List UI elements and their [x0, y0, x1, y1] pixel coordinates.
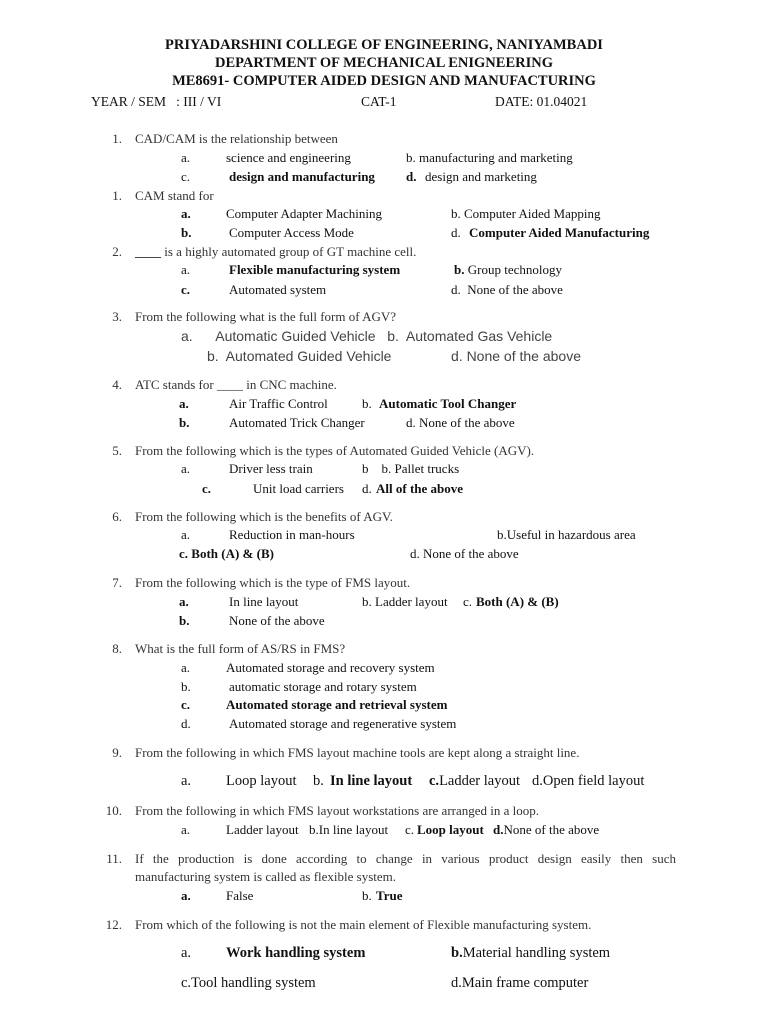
option-label: a. — [181, 945, 192, 961]
option-label: b. — [181, 679, 191, 694]
option-label: b. — [454, 262, 465, 277]
option-c: Unit load carriers — [253, 481, 344, 496]
option-label: c. — [463, 594, 473, 609]
option-label: c. — [429, 773, 440, 789]
question-text: From the following which is the types of Automated Guided Vehicle (AGV). — [135, 443, 535, 458]
option-a: Air Traffic Control — [229, 396, 328, 411]
question-text: From the following in which FMS layout machine tools are kept along a straight line. — [135, 745, 580, 760]
question-text: If the production is done according to change in various product design easily then such — [135, 851, 676, 866]
option-b: b.In line layout — [309, 822, 389, 837]
option-d: d. None of the above — [410, 546, 519, 561]
option-label: a. — [181, 150, 191, 165]
option-d: design and marketing — [425, 169, 537, 184]
question-number: 9. — [112, 745, 122, 760]
option-label: b. — [179, 613, 190, 628]
question-text: What is the full form of AS/RS in FMS? — [135, 641, 346, 656]
question-text — [135, 244, 416, 260]
question-text: From the following which is the benefits of AGV. — [135, 509, 393, 524]
question-number: 8. — [112, 641, 122, 656]
question-number: 3. — [112, 309, 122, 324]
option-d — [493, 822, 599, 838]
option-label: d. — [451, 225, 461, 240]
option-c-correct: Loop layout — [417, 822, 484, 837]
option-a-correct: Work handling system — [226, 945, 366, 961]
option-a: Driver less train — [229, 461, 313, 476]
option-b-correct: Automatic Tool Changer — [379, 396, 517, 411]
option-label: c. — [181, 169, 191, 184]
option-d: d.Open field layout — [532, 773, 645, 789]
option-b — [451, 945, 610, 962]
test-name: CAT-1 — [361, 94, 397, 109]
option-d: d. None of the above — [406, 415, 515, 430]
option-c: Automated system — [229, 282, 327, 297]
option-label: c. — [181, 282, 191, 297]
option-c-correct: c. Both (A) & (B) — [179, 546, 274, 561]
option-b: b. Computer Aided Mapping — [451, 206, 601, 221]
option-label: a. — [181, 461, 191, 476]
option-a-b: a. Automatic Guided Vehicle b. Automated Gas Vehicle — [181, 328, 553, 344]
question-text: From which of the following is not the main element of Flexible manufacturing system. — [135, 917, 592, 932]
option-b-correct: In line layout — [330, 773, 413, 789]
option-d-text: None of the above — [503, 822, 600, 837]
option-label: c. — [181, 697, 191, 712]
option-label: c. — [405, 822, 415, 837]
blank: ____ — [135, 244, 161, 259]
option-c-text: Ladder layout — [439, 773, 520, 789]
question-number: 11. — [106, 851, 122, 866]
option-c: Computer Access Mode — [229, 225, 354, 240]
option-b — [454, 262, 562, 278]
option-a: Computer Adapter Machining — [226, 206, 382, 221]
option-label: a. — [181, 888, 191, 903]
question-text-rest: is a highly automated group of GT machine cell. — [161, 244, 417, 259]
question-text: CAM stand for — [135, 188, 214, 203]
option-c — [429, 773, 520, 790]
option-b: automatic storage and rotary system — [229, 679, 417, 694]
option-a: Loop layout — [226, 773, 297, 789]
option-b: b. manufacturing and marketing — [406, 150, 573, 165]
option-label: b. — [451, 945, 463, 961]
option-label: b. — [313, 773, 324, 789]
question-text: CAD/CAM is the relationship between — [135, 131, 338, 146]
question-text: From the following in which FMS layout workstations are arranged in a loop. — [135, 803, 540, 818]
question-text: From the following which is the type of FMS layout. — [135, 575, 411, 590]
question-text: ATC stands for ____ in CNC machine. — [135, 377, 337, 392]
option-label: d. — [493, 822, 504, 837]
option-a: In line layout — [229, 594, 299, 609]
question-number: 2. — [112, 244, 122, 259]
option-label: b. — [179, 415, 190, 430]
option-d: d. None of the above — [451, 348, 581, 364]
option-c-correct: Both (A) & (B) — [476, 594, 559, 609]
question-number: 5. — [112, 443, 122, 458]
question-text-continued: manufacturing system is called as flexible system. — [135, 869, 397, 884]
option-b: b.Useful in hazardous area — [497, 527, 636, 542]
option-d: Automated storage and regenerative system — [229, 716, 457, 731]
question-number: 4. — [112, 377, 122, 392]
question-number: 10. — [105, 803, 122, 818]
option-label: b. — [362, 888, 372, 903]
exam-date: DATE: 01.04021 — [495, 94, 588, 109]
option-b: b b. Pallet trucks — [362, 461, 460, 476]
question-text: From the following what is the full form of AGV? — [135, 309, 397, 324]
option-d: d.Main frame computer — [451, 975, 589, 991]
option-d-correct: Computer Aided Manufacturing — [469, 225, 650, 240]
option-d: d. None of the above — [451, 282, 563, 297]
option-label: d. — [406, 169, 417, 184]
option-label: a. — [181, 773, 192, 789]
option-b-correct: True — [376, 888, 403, 903]
option-a: Automated storage and recovery system — [226, 660, 435, 675]
option-b-text: Group technology — [464, 262, 562, 277]
option-label: a. — [181, 527, 191, 542]
option-b: b. Ladder layout — [362, 594, 448, 609]
option-c: c.Tool handling system — [181, 975, 316, 991]
option-c-correct: design and manufacturing — [229, 169, 375, 184]
option-label: d. — [362, 481, 372, 496]
option-c: b. Automated Guided Vehicle — [207, 348, 392, 364]
option-a-correct: Flexible manufacturing system — [229, 262, 401, 277]
option-label: a. — [179, 396, 189, 411]
option-a: Reduction in man-hours — [229, 527, 355, 542]
option-label: a. — [181, 206, 191, 221]
question-number: 6. — [112, 509, 122, 524]
course-title: ME8691- COMPUTER AIDED DESIGN AND MANUFACTURING — [172, 73, 596, 89]
question-number: 12. — [105, 917, 122, 932]
option-d: None of the above — [229, 613, 325, 628]
option-label: d. — [181, 716, 191, 731]
question-number: 1. — [112, 131, 122, 146]
option-c-correct: Automated storage and retrieval system — [226, 697, 448, 712]
option-label: b. — [362, 396, 372, 411]
option-b-text: Material handling system — [462, 945, 611, 961]
option-label: a. — [181, 262, 191, 277]
option-label: a. — [181, 822, 191, 837]
question-number: 7. — [112, 575, 122, 590]
year-sem: YEAR / SEM : III / VI — [91, 94, 222, 109]
college-name: PRIYADARSHINI COLLEGE OF ENGINEERING, NANIYAMBADI — [165, 37, 603, 53]
option-c: Automated Trick Changer — [229, 415, 365, 430]
question-number: 1. — [112, 188, 122, 203]
option-a: Ladder layout — [226, 822, 299, 837]
option-label: a. — [181, 660, 191, 675]
option-label: c. — [202, 481, 212, 496]
department-name: DEPARTMENT OF MECHANICAL ENIGNEERING — [215, 55, 553, 71]
option-a: False — [226, 888, 254, 903]
option-label: b. — [181, 225, 192, 240]
option-d-correct: All of the above — [376, 481, 464, 496]
option-label: a. — [179, 594, 189, 609]
option-a: science and engineering — [226, 150, 351, 165]
